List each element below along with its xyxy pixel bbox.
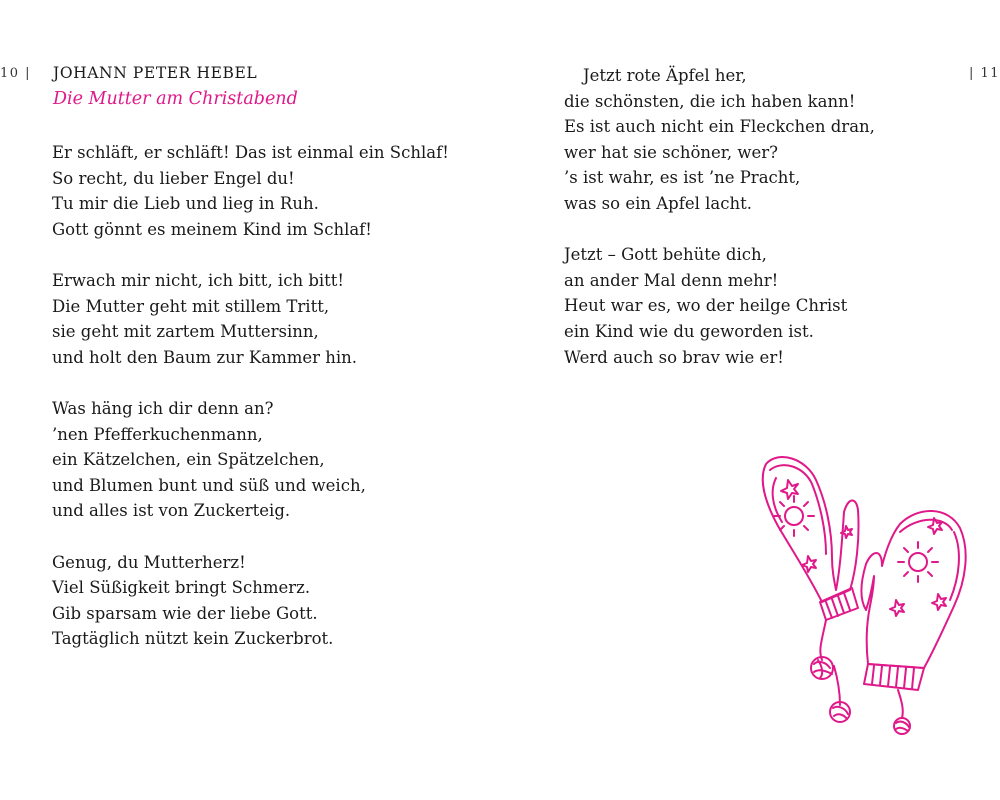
poem-line: an ander Mal denn mehr! [564,270,779,290]
stanza [52,396,482,524]
left-page-number: 10 | [0,66,32,81]
poem-line: Was häng ich dir denn an? [52,398,274,418]
poem-line: So recht, du lieber Engel du! [52,168,295,188]
right-page-poem [564,63,944,396]
poem-line: Er schläft, er schläft! Das ist einmal ein Schlaf! [52,143,449,162]
poem-line: was so ein Apfel lacht. [564,193,752,213]
poem-line: sie geht mit zartem Muttersinn, [52,322,319,342]
poem-line: wer hat sie schöner, wer? [564,142,778,162]
poem-line: Tu mir die Lieb und lieg in Ruh. [52,194,319,214]
left-page-poem [52,140,482,677]
poem-line: ’s ist wahr, es ist ’ne Pracht, [564,168,801,188]
stanza [564,242,944,370]
poem-line: Genug, du Mutterherz! [52,552,246,572]
poem-line: Die Mutter geht mit stillem Tritt, [52,296,330,316]
poem-line: Werd auch so brav wie er! [564,347,784,367]
poem-line: die schönsten, die ich haben kann! [564,91,856,111]
poem-line: und alles ist von Zuckerteig. [52,501,291,521]
poem-title: Die Mutter am Christabend [53,89,298,109]
poem-line: und holt den Baum zur Kammer hin. [52,347,358,367]
poem-line: Erwach mir nicht, ich bitt, ich bitt! [52,270,345,290]
poem-line: Jetzt rote Äpfel her, [583,66,747,85]
stanza [52,550,482,652]
author-name: JOHANN PETER HEBEL [53,64,258,82]
poem-line: ein Kind wie du geworden ist. [564,321,814,341]
stanza [564,63,944,217]
poem-line: und Blumen bunt und süß und weich, [52,475,366,495]
right-page-number: | 11 [968,66,1000,81]
poem-line: Viel Süßigkeit bringt Schmerz. [52,578,311,598]
poem-line: Jetzt – Gott behüte dich, [564,245,767,265]
poem-line: Heut war es, wo der heilge Christ [564,296,848,316]
poem-line: Tagtäglich nützt kein Zuckerbrot. [52,629,334,649]
mittens-illustration [748,450,978,740]
stanza [52,268,482,370]
poem-line: ein Kätzelchen, ein Spätzelchen, [52,450,325,470]
poem-line: Es ist auch nicht ein Fleckchen dran, [564,117,875,137]
stanza [52,140,482,242]
poem-line: Gib sparsam wie der liebe Gott. [52,603,318,623]
poem-line: Gott gönnt es meinem Kind im Schlaf! [52,219,372,239]
right-mitten [862,511,966,734]
left-mitten [763,457,859,722]
poem-line: ’nen Pfefferkuchenmann, [52,424,263,444]
